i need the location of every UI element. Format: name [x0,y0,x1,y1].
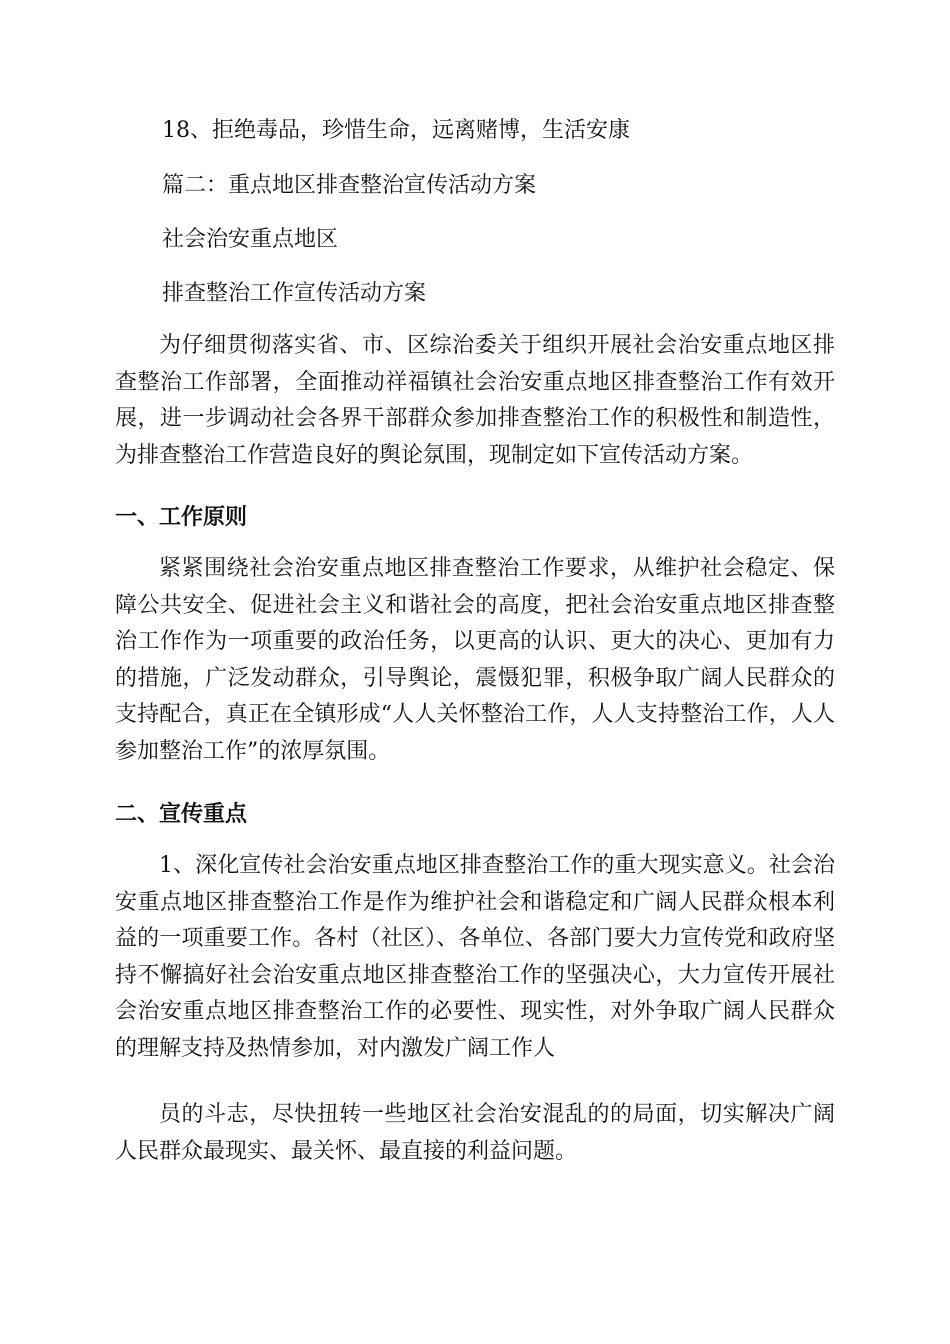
section-2-paragraph-1: 1、深化宣传社会治安重点地区排查整治工作的重大现实意义。社会治安重点地区排查整治工作是作为维护社会和谐稳定和广阔人民群众根本利益的一项重要工作。各村（社区）、各单位、各部门要大力宣传党和政府坚持不懈搞好社会治安重点地区排查整治工作的坚强决心，大力宣传开展社会治安重点地区排查整治工作的必要性、现实性，对外争取广阔人民群众的理解支持及热情参加，对内激发广阔工作人 [115,853,835,1061]
intro-paragraph: 为仔细贯彻落实省、市、区综治委关于组织开展社会治安重点地区排查整治工作部署，全面推动祥福镇社会治安重点地区排查整治工作有效开展，进一步调动社会各界干部群众参加排查整治工作的积极性和制造性，为排查整治工作营造良好的舆论氛围，现制定如下宣传活动方案。 [115,333,835,468]
article-title: 篇二：重点地区排查整治宣传活动方案 [162,173,537,198]
plan-title-line-2: 排查整治工作宣传活动方案 [162,281,427,306]
section-1-heading: 一、工作原则 [115,505,248,530]
section-1-paragraph: 紧紧围绕社会治安重点地区排查整治工作要求，从维护社会稳定、保障公共安全、促进社会主义和谐社会的高度，把社会治安重点地区排查整治工作作为一项重要的政治任务，以更高的认识、更大的决心、更加有力的措施，广泛发动群众，引导舆论，震慑犯罪，积极争取广阔人民群众的支持配合，真正在全镇形成“人人关怀整治工作，人人支持整治工作，人人参加整治工作”的浓厚氛围。 [115,556,835,764]
section-2-paragraph-2: 员的斗志，尽快扭转一些地区社会治安混乱的的局面，切实解决广阔人民群众最现实、最关怀、最直接的利益问题。 [115,1102,835,1164]
slogan-item-18: 18、拒绝毒品，珍惜生命，远离赌博，生活安康 [162,118,630,143]
plan-title-line-1: 社会治安重点地区 [162,227,339,252]
section-2-heading: 二、宣传重点 [115,802,248,827]
